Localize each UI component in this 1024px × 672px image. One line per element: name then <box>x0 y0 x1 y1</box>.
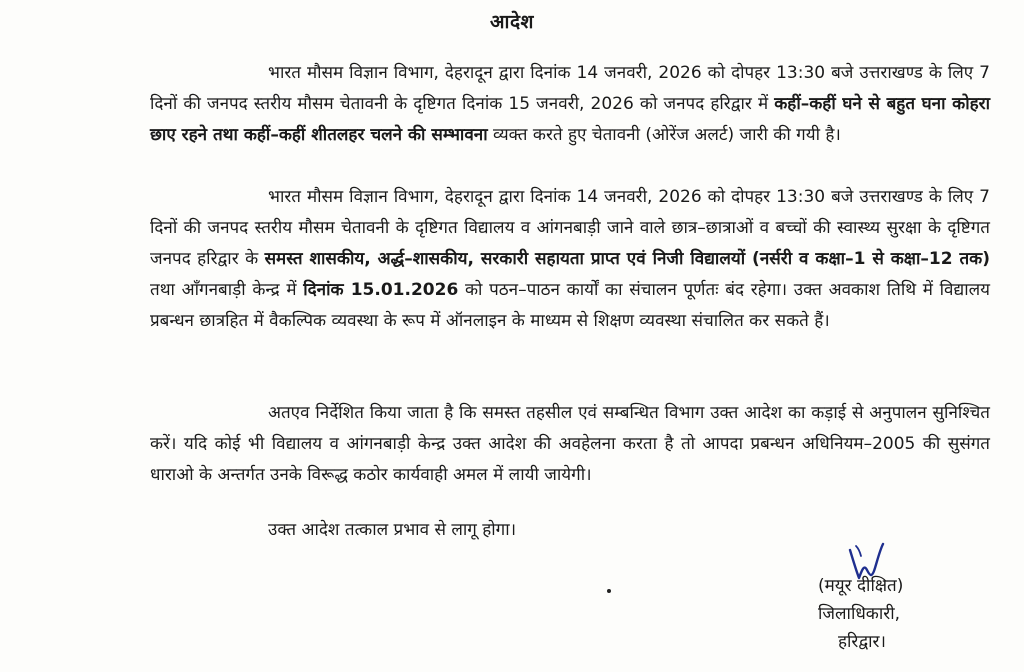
stray-dot <box>607 589 611 593</box>
para1-text-1: भारत मौसम विज्ञान विभाग, देहरादून द्वारा दिनांक 14 जनवरी, 2026 को दोपहर 13:30 बजे उत्तराखण्ड के लिए 7 दिनों की जनपद स्तरीय मौसम चेतावनी के दृष्टिगत दिनांक 15 जनवरी, 2026 को जनपद हरिद्वार में <box>150 63 990 114</box>
signatory-designation: जिलाधिकारी, <box>818 604 901 624</box>
para1-bold-1: कहीं–कहीं घने से बहुत घना कोहरा छाए रहने तथा कहीं–कहीं शीतलहर चलने की सम्भावना <box>150 94 990 145</box>
para2-text-3: को पठन–पाठन कार्यों का संचालन पूर्णतः बंद रहेगा। उक्त अवकाश तिथि में विद्यालय प्रबन्धन छात्रहित में वैकल्पिक व्यवस्था के रूप में ऑनलाइन के माध्यम से शिक्षण व्यवस्था संचालित कर सकते हैं। <box>150 280 990 331</box>
paragraph-compliance <box>150 398 990 491</box>
para2-bold-1: समस्त शासकीय, अर्द्ध–शासकीय, सरकारी सहायता प्राप्त एवं निजी विद्यालयों (नर्सरी व कक्षा–1 से कक्षा–12 तक) <box>264 249 991 269</box>
para2-text-1: भारत मौसम विज्ञान विभाग, देहरादून द्वारा दिनांक 14 जनवरी, 2026 को दोपहर 13:30 बजे उत्तराखण्ड के लिए 7 दिनों की जनपद स्तरीय मौसम चेतावनी के दृष्टिगत विद्यालय व आंगनबाड़ी जाने वाले छात्र–छात्राओं व बच्चों की स्वास्थ्य सुरक्षा के दृष्टिगत जनपद हरिद्वार के <box>150 187 990 269</box>
para2-text-2: तथा आँगनबाड़ी केन्द्र में <box>150 280 304 300</box>
document-title: आदेश <box>490 11 534 33</box>
signatory-name: (मयूर दीक्षित) <box>818 576 904 596</box>
paragraph-school-closure <box>150 182 990 337</box>
para1-text-2: व्यक्त करते हुए चेतावनी (ओरेंज अलर्ट) जारी की गयी है। <box>487 125 841 145</box>
para4-text: उक्त आदेश तत्काल प्रभाव से लागू होगा। <box>268 520 517 540</box>
para2-bold-2: दिनांक 15.01.2026 <box>303 280 459 300</box>
signature-stroke-2 <box>856 546 861 556</box>
signatory-place: हरिद्वार। <box>838 632 886 652</box>
paragraph-weather-warning <box>150 58 990 151</box>
para3-text: अतएव निर्देशित किया जाता है कि समस्त तहसील एवं सम्बन्धित विभाग उक्त आदेश का कड़ाई से अनुपालन सुनिश्चित करें। यदि कोई भी विद्यालय व आंगनबाड़ी केन्द्र उक्त आदेश की अवहेलना करता है तो आपदा प्रबन्धन अधिनियम–2005 की सुसंगत धाराओ के अन्तर्गत उनके विरूद्ध कठोर कार्यवाही अमल में लायी जायेगी। <box>150 403 990 485</box>
